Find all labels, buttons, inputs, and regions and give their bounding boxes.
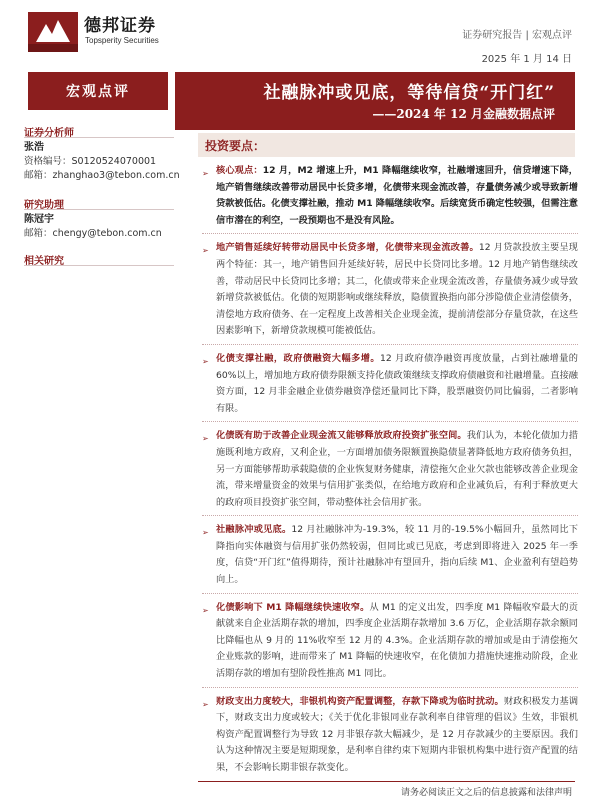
sidebar-divider — [24, 265, 174, 266]
analyst-info — [24, 141, 180, 183]
assistant-email[interactable]: 邮箱：chengy@tebon.com.cn — [24, 228, 162, 239]
assistant-info — [24, 213, 162, 241]
key-points-label: 投资要点： — [205, 139, 266, 153]
page-title: 社融脉冲或见底，等待信贷“开门红” — [263, 83, 555, 103]
key-point-paragraph: ➢ 化债影响下 M1 降幅继续快速收窄。从 M1 的定义出发，四季度 M1 降幅收窄最大的贡献就来自企业活期存款的增加，四季度企业活期存款增加 3.6 万亿，企业活期存款余额同比降幅也从 9 月的 11%收窄至 12 月的 4.3%。企业活期存款的增加或是由于清偿拖欠企业账款的影响，进而带来了 M1 降幅的快速收窄，在化债加力措施快速推动阶段，企业活期存款的增加有望阶段性推高 M1 同比。 — [202, 601, 578, 680]
paragraph-divider — [202, 233, 578, 234]
report-date: 2025 年 1 月 14 日 — [481, 54, 572, 65]
paragraph-divider — [202, 515, 578, 516]
key-point-paragraph: ➢ 核心观点：12 月，M2 增速上升，M1 降幅继续收窄，社融增速回升，信贷增速下降，地产销售继续改善带动居民中长贷多增，化债带来现金流改善，存量债务减少或导致新增贷款被低估。化债支撑社融，推动 M1 降幅继续收窄。后续宽货币确定性较强，但需注意信市潜在的利空，一段预期也不是没有风险。 — [202, 165, 578, 226]
paragraph-divider — [202, 344, 578, 345]
assistant-name: 陈冠宇 — [24, 214, 54, 225]
company-name-en: Topsperity Securities — [85, 36, 159, 45]
key-points-content — [202, 163, 578, 781]
key-point-paragraph: ➢ 化债支撑社融，政府债融资大幅多增。12 月政府债净融资再度放量，占到社融增量的 60%以上，增加地方政府债券限额支持化债政策继续支撑政府债融资和社融增量。直接融资方面，12 月非金融企业债券融资净偿还量同比下降，股票融资仍同比偏弱，二者影响有限。 — [202, 352, 578, 414]
document-type: 证券研究报告 | 宏观点评 — [462, 30, 572, 41]
sidebar-divider — [24, 137, 174, 138]
analyst-section-label: 证券分析师 — [24, 128, 74, 139]
key-point-paragraph: ➢ 地产销售延续好转带动居民中长贷多增，化债带来现金流改善。12 月贷款投放主要呈现两个特征：其一，地产销售回升延续好转，居民中长贷同比多增。12 月地产销售继续改善，带动居民中长贷同比多增；其二，化债或带来企业现金流改善，存量债务减少或导致新增贷款被低估。化债的短期影响或继续释放，隐债置换指向部分涉隐债企业清偿债务，清偿地方政府债务、在一定程度上改善相关企业现金流，提前清偿部分存量贷款，在这些因素影响下，新增贷款规模可能被低估。 — [202, 242, 578, 337]
sidebar-divider — [24, 209, 174, 210]
related-research-label: 相关研究 — [24, 256, 64, 267]
company-name: 德邦证券 — [84, 16, 156, 36]
bullet-icon: ➢ — [202, 699, 209, 709]
paragraph-divider — [202, 687, 578, 688]
category-banner: 宏观点评 — [28, 72, 168, 110]
disclaimer-footer: 请务必阅读正文之后的信息披露和法律声明 — [400, 788, 572, 798]
footer-divider — [198, 781, 575, 782]
bullet-icon: ➢ — [202, 169, 209, 178]
bullet-icon: ➢ — [202, 246, 209, 256]
analyst-cert: 资格编号：S0120524070001 — [24, 156, 157, 167]
key-point-paragraph: ➢ 化债既有助于改善企业现金流又能够释放政府投资扩张空间。我们认为，本轮化债加力措施既利地方政府，又利企业，一方面增加债务限额置换隐债显著降低地方政府债务负担，另一方面能够帮助承载隐债的企业恢复财务健康，清偿拖欠企业欠款也能够改善企业现金流，带来增量资金的效果与信用扩张类似，在给地方政府和企业减负后，有利于释放更大的政府项目投资扩张空间，带动整体社会信用扩张。 — [202, 430, 579, 508]
paragraph-divider — [202, 593, 578, 594]
assistant-section-label: 研究助理 — [24, 200, 64, 211]
bullet-icon: ➢ — [202, 356, 209, 366]
analyst-name: 张浩 — [24, 142, 44, 153]
analyst-email[interactable]: 邮箱：zhanghao3@tebon.com.cn — [24, 170, 180, 181]
title-banner — [175, 72, 575, 130]
company-logo-icon — [28, 12, 78, 52]
bullet-icon: ➢ — [202, 605, 209, 615]
paragraph-divider — [202, 421, 578, 422]
bullet-icon: ➢ — [202, 434, 209, 444]
bullet-icon: ➢ — [202, 528, 209, 538]
page-subtitle: ——2024 年 12 月金融数据点评 — [372, 107, 555, 121]
key-point-paragraph: ➢ 社融脉冲或见底。12 月社融脉冲为-19.3%，较 11 月的-19.5%小幅回升，虽然同比下降指向实体融资与信用扩张仍然较弱，但同比或已见底，考虑到即将进入 2025 年一季度，信贷“开门红”值得期待，预计社融脉冲有望回升，指向后续 M1、企业盈利有望趋势向上。 — [202, 524, 578, 586]
key-point-paragraph: ➢ 财政支出力度较大，非银机构资产配置调整，存款下降或为临时扰动。财政积极发力基调下，财政支出力度或较大；《关于优化非银同业存款利率自律管理的倡议》生效，非银机构资产配置调整行为导致 12 月非银存款大幅减少，是 12 月存款减少的主要原因。我们认为这种情况主要是短期现象，是利率自律约束下短期内非银机构集中进行资产配置的结果，不会影响长期非银存款变化。 — [202, 695, 579, 773]
report-header — [0, 0, 600, 65]
